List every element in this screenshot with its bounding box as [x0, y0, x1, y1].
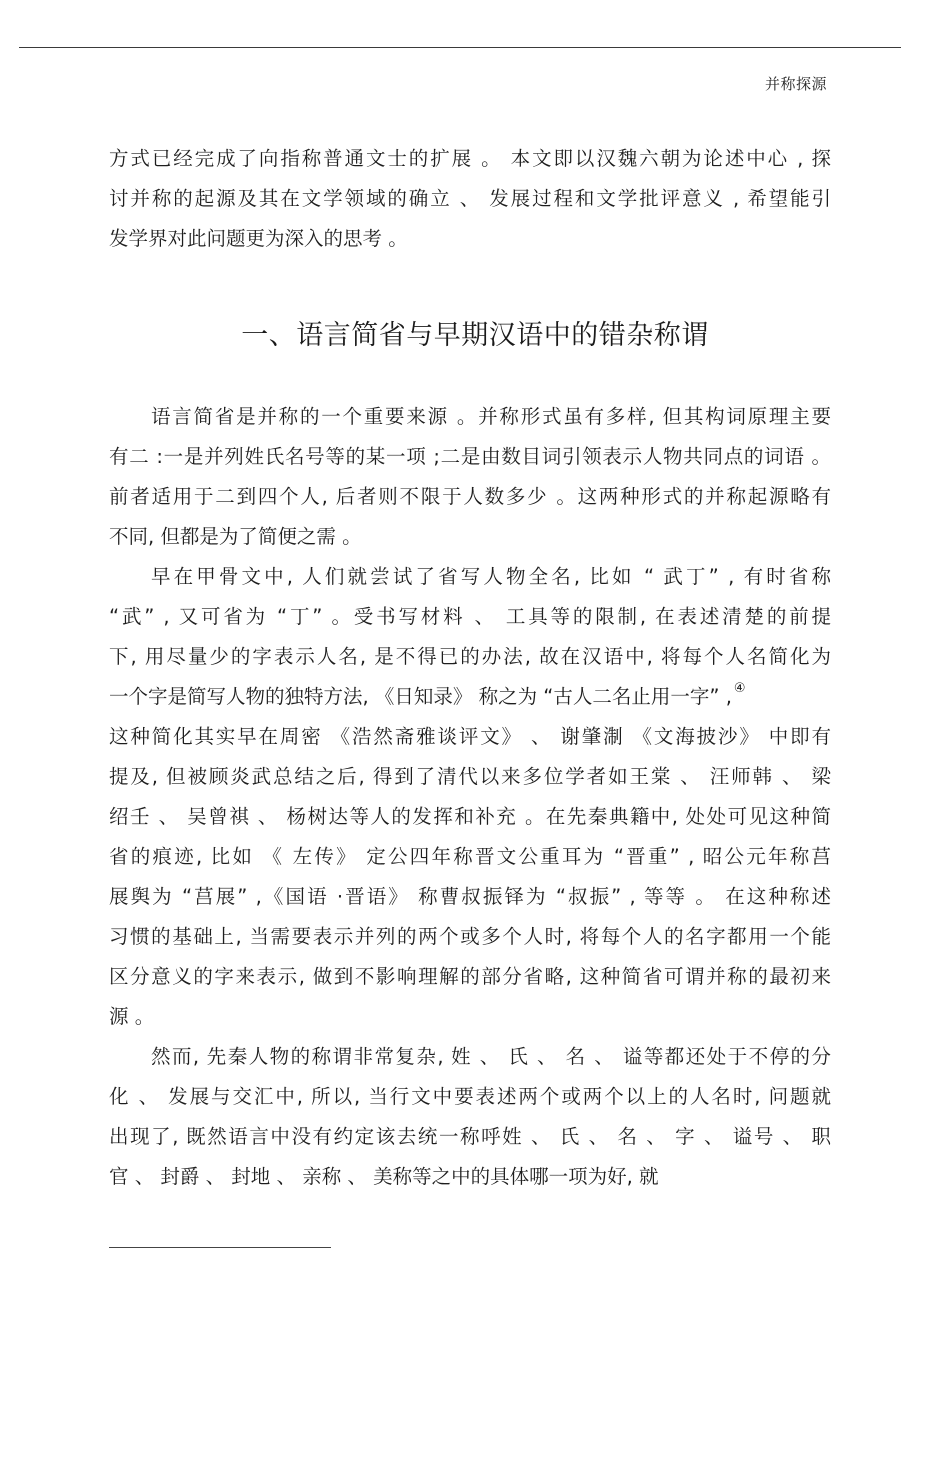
- text-line: 化 、 发展与交汇中, 所以, 当行文中要表述两个或两个以上的人名时, 问题就: [109, 1085, 831, 1108]
- text-line-with-footnote: [109, 677, 831, 717]
- intro-paragraph: [109, 139, 831, 259]
- text-line: 讨并称的起源及其在文学领域的确立 、 发展过程和文学批评意义 , 希望能引: [109, 187, 831, 210]
- text-line: 习惯的基础上, 当需要表示并列的两个或多个人时, 将每个人的名字都用一个能: [109, 925, 831, 948]
- section-heading: 一、语言简省与早期汉语中的错杂称谓: [241, 320, 709, 351]
- text-line: 然而, 先秦人物的称谓非常复杂, 姓 、 氏 、 名 、 谥等都还处于不停的分: [151, 1045, 831, 1068]
- text-line: 不同, 但都是为了简便之需 。: [109, 525, 362, 548]
- text-line: 区分意义的字来表示, 做到不影响理解的部分省略, 这种简省可谓并称的最初来: [109, 965, 831, 988]
- text-line: 方式已经完成了向指称普通文士的扩展 。 本文即以汉魏六朝为论述中心 , 探: [109, 147, 831, 170]
- text-line: “武” , 又可省为 “丁” 。受书写材料 、 工具等的限制, 在表述清楚的前提: [109, 605, 831, 628]
- text-line: 提及, 但被顾炎武总结之后, 得到了清代以来多位学者如王棠 、 汪师韩 、 梁: [109, 765, 831, 788]
- text-line: 前者适用于二到四个人, 后者则不限于人数多少 。这两种形式的并称起源略有: [109, 485, 831, 508]
- text-line: 有二 :一是并列姓氏名号等的某一项 ;二是由数目词引领表示人物共同点的词语 。: [109, 445, 831, 468]
- text-line: 一个字是简写人物的独特方法, 《日知录》 称之为 “古人二名止用一字” ,: [109, 685, 732, 708]
- footnote-marker[interactable]: ④: [733, 681, 746, 696]
- text-line: 展舆为 “莒展” ,《国语 ·晋语》 称曹叔振铎为 “叔振” , 等等 。 在这种称述: [109, 885, 831, 908]
- text-line: 出现了, 既然语言中没有约定该去统一称呼姓 、 氏 、 名 、 字 、 谥号 、 职: [109, 1125, 831, 1148]
- footnote-divider: [109, 1247, 331, 1248]
- text-line: 官 、 封爵 、 封地 、 亲称 、 美称等之中的具体哪一项为好, 就: [109, 1165, 659, 1188]
- text-line: 语言简省是并称的一个重要来源 。并称形式虽有多样, 但其构词原理主要: [151, 405, 831, 428]
- text-line: 这种简化其实早在周密 《浩然斋雅谈评文》 、 谢肇淛 《文海披沙》 中即有: [109, 725, 831, 748]
- text-line: 早在甲骨文中, 人们就尝试了省写人物全名, 比如 “ 武丁” , 有时省称: [151, 565, 831, 588]
- running-head: 并称探源: [764, 75, 827, 93]
- paragraph-3: [109, 1037, 831, 1197]
- header-rule: [19, 47, 901, 48]
- text-line: 省的痕迹, 比如 《 左传》 定公四年称晋文公重耳为 “晋重” , 昭公元年称莒: [109, 845, 831, 868]
- text-line: 源 。: [109, 1005, 155, 1028]
- paragraph-1: [109, 397, 831, 557]
- text-line: 绍壬 、 吴曾祺 、 杨树达等人的发挥和补充 。在先秦典籍中, 处处可见这种简: [109, 805, 831, 828]
- paragraph-2: [109, 557, 831, 1037]
- text-line: 发学界对此问题更为深入的思考 。: [109, 227, 408, 250]
- section-body: [109, 397, 831, 1197]
- text-line: 下, 用尽量少的字表示人名, 是不得已的办法, 故在汉语中, 将每个人名简化为: [109, 645, 831, 668]
